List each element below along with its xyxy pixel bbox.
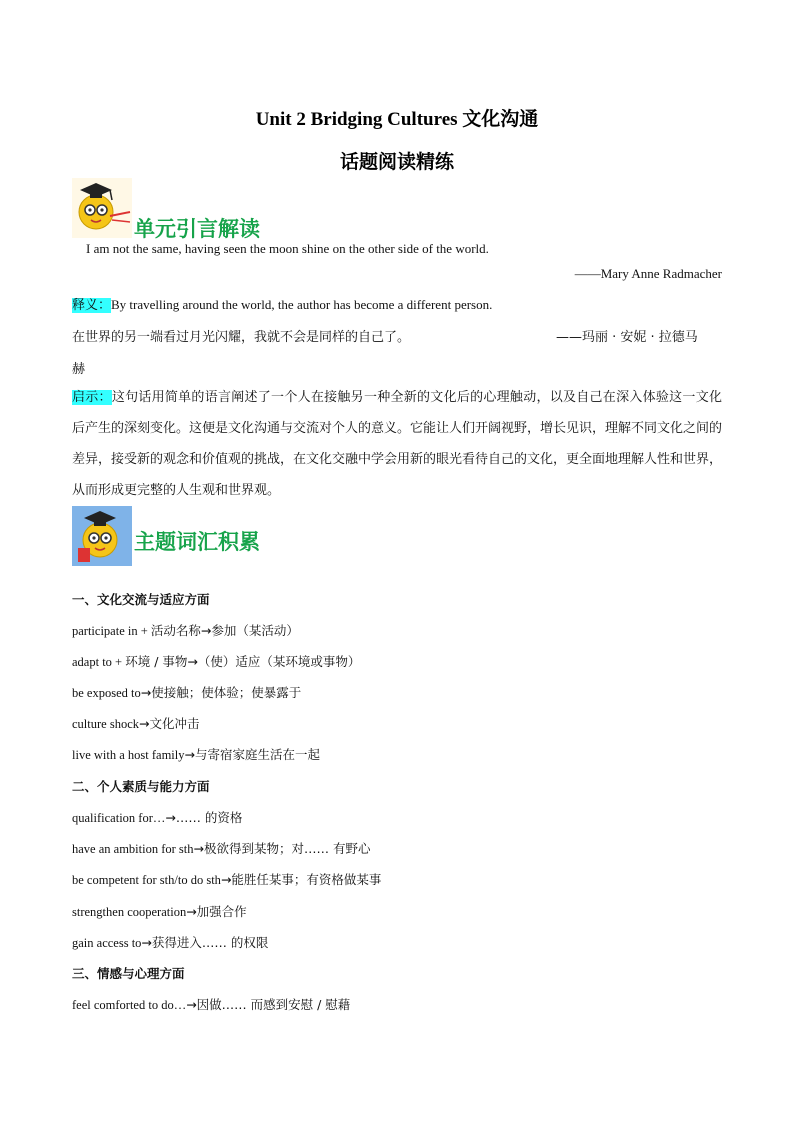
mascot-graduate-icon [72,178,132,238]
vocab-item: feel comforted to do…→因做…… 而感到安慰 / 慰藉 [72,997,351,1012]
vocab-group-title-3: 三、情感与心理方面 [72,966,185,981]
document-title: Unit 2 Bridging Cultures 文化沟通 [255,109,539,130]
vocab-item: be competent for sth/to do sth→能胜任某事；有资格做某事 [72,872,382,887]
vocab-group-title-1: 一、文化交流与适应方面 [72,592,210,607]
vocab-item: have an ambition for sth→极欲得到某物；对…… 有野心 [72,841,371,856]
insight-label: 启示： [72,390,112,405]
section-vocabulary-heading: 主题词汇积累 [134,530,260,554]
document-subtitle: 话题阅读精练 [339,152,454,173]
section-vocabulary-header [72,506,372,568]
chinese-translation: 在世界的另一端看过月光闪耀，我就不会是同样的自己了。 [72,330,411,345]
vocab-item: strengthen cooperation→加强合作 [72,904,247,919]
intro-quote: I am not the same, having seen the moon shine on the other side of the world. [86,241,489,256]
meaning-line [72,294,492,313]
meaning-label: 释义： [72,298,112,313]
vocab-item: adapt to + 环境 / 事物→（使）适应（某环境或事物） [72,654,361,669]
insight-text: 这句话用简单的语言阐述了一个人在接触另一种全新的文化后的心理触动，以及自己在深入体验这一文化后产生的深刻变化。这便是文化沟通与交流对个人的意义。它能让人们开阔视野，增长见识，理解不同文化之间的差异，接受新的观念和价值观的挑战，在文化交融中学会用新的眼光看待自己的文化，更全面地理解人性和世界，从而形成更完整的人生观和世界观。 [72,390,723,498]
vocab-item: live with a host family→与寄宿家庭生活在一起 [72,747,320,762]
chinese-translation-author: ——玛丽 · 安妮 · 拉德马 [556,330,698,345]
mascot-graduate-book-icon [72,506,132,566]
intro-quote-author: ——Mary Anne Radmacher [574,266,722,281]
section-unit-intro-heading: 单元引言解读 [134,217,260,241]
vocab-item: culture shock→文化冲击 [72,716,200,731]
vocab-item: participate in + 活动名称→参加（某活动） [72,623,299,638]
vocab-group-title-2: 二、个人素质与能力方面 [72,779,210,794]
meaning-text: By travelling around the world, the author has become a different person. [111,297,493,312]
vocab-item: be exposed to→使接触；使体验；使暴露于 [72,685,302,700]
vocab-item: qualification for…→…… 的资格 [72,810,243,825]
insight-paragraph [72,382,722,506]
section-unit-intro-header [72,178,372,240]
chinese-translation-author-cont: 赫 [72,362,86,377]
vocab-item: gain access to→获得进入…… 的权限 [72,935,269,950]
